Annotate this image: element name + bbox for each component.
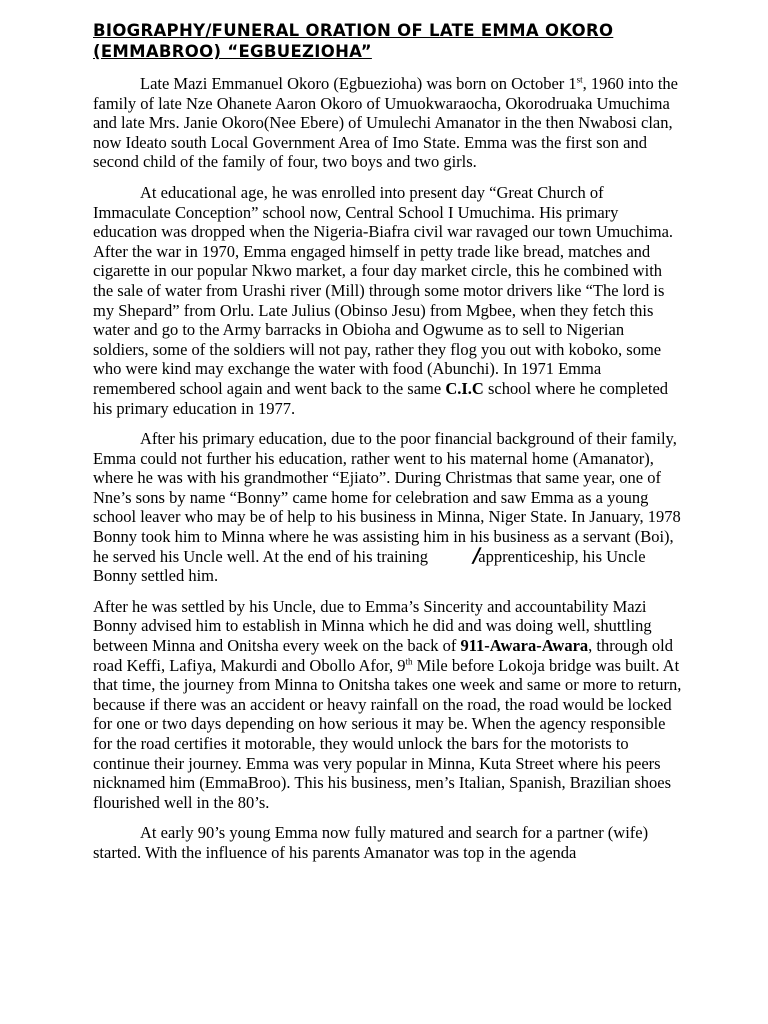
p1-text-a: Late Mazi Emmanuel Okoro (Egbuezioha) was born on October 1 [140,74,577,93]
p4-sup: th [405,656,413,667]
paragraph-business [93,597,683,813]
p2-text-a: At educational age, he was enrolled into present day “Great Church of Immaculate Conception” school now, Central School I Umuchima. His primary education was dropped when the Nigeria-Biafra civil war ravaged our town Umuchima. After the war in 1970, Emma engaged himself in petty trade like bread, matches and cigarette in our popular Nkwo market, a four day market circle, this he combined with the sale of water from Urashi river (Mill) through some motor drivers like “The lord is my Shepard” from Orlu. Late Julius (Obinso Jesu) from Mgbee, when they fetch this water and go to the Army barracks in Obioha and Ogwume as to sell to Nigerian soldiers, some of the soldiers will not pay, rather they flog you out with koboko, some who were kind may exchange the water with food (Abunchi). In 1971 Emma remembered school again and went back to the same [93,182,674,398]
document-page [93,20,683,874]
title-line-2: (EMMABROO) “EGBUEZIOHA” [93,42,372,61]
p5-text-a: At early 90’s young Emma now fully matured and search for a partner (wife) started. With the influence of his parents Amanator was top in the agenda [93,823,649,862]
p4-text-b: , through old road Keffi, Lafiya, Makurdi and Obollo Afor, 9 [93,636,673,675]
p3-text-b: apprenticeship, his Uncle Bonny settled him. [93,546,646,586]
p4-text-a: After he was settled by his Uncle, due to Emma’s Sincerity and accountability Mazi Bonny advised him to establish in Minna which he did and was doing well, shuttling between Minna and Onitsha every week on the back of [93,596,652,656]
title-line-1-part-b: FUNERAL ORATION OF LATE EMMA OKORO [211,21,614,40]
p4-text-c: Mile before Lokoja bridge was built. At that time, the journey from Minna to Onitsha takes one week and same or more to return, because if there was an accident or heavy rainfall on the road, the road would be locked for one or two days depending on how serious it may be. When the agency responsible for the road certifies it motorable, they would unlock the bars for the motorists to continue their journey. Emma was very popular in Minna, Kuta Street where his peers nicknamed him (EmmaBroo). This his business, men’s Italian, Spanish, Brazilian shoes flourished well in the 80’s. [93,655,682,812]
paragraph-apprenticeship [93,429,683,586]
title-line-1-part-a: BIOGRAPHY [93,21,206,40]
title-slash: / [205,21,212,40]
p3-text-a: After his primary education, due to the poor financial background of their family, Emma could not further his education, rather went to his maternal home (Amanator), where he was with his grandmother “Ejiato”. During Christmas that same year, one of Nne’s sons by name “Bonny” came home for celebration and saw Emma as a young school leaver who may be of help to his business in Minna, Niger State. In January, 1978 Bonny took him to Minna where he was assisting him in his business as a servant (Boi), he served his Uncle well. At the end of his training [93,429,681,566]
p2-bold: C.I.C [445,378,484,398]
handwritten-slash-mark: / [470,542,483,567]
paragraph-education [93,183,683,418]
p4-bold: 911-Awara-Awara [460,636,589,656]
document-title [93,20,683,62]
p2-text-b: school where he completed his primary education in 1977. [93,378,669,418]
p1-sup: st [576,74,583,85]
paragraph-birth [93,74,683,172]
paragraph-marriage [93,823,683,862]
p1-text-b: , 1960 into the family of late Nze Ohanete Aaron Okoro of Umuokwaraocha, Okorodruaka Umuchima and late Mrs. Janie Okoro(Nee Ebere) of Umulechi Amanator in the then Nwabosi clan, now Ideato south Local Government Area of Imo State. Emma was the first son and second child of the family of four, two boys and two girls. [93,74,678,172]
